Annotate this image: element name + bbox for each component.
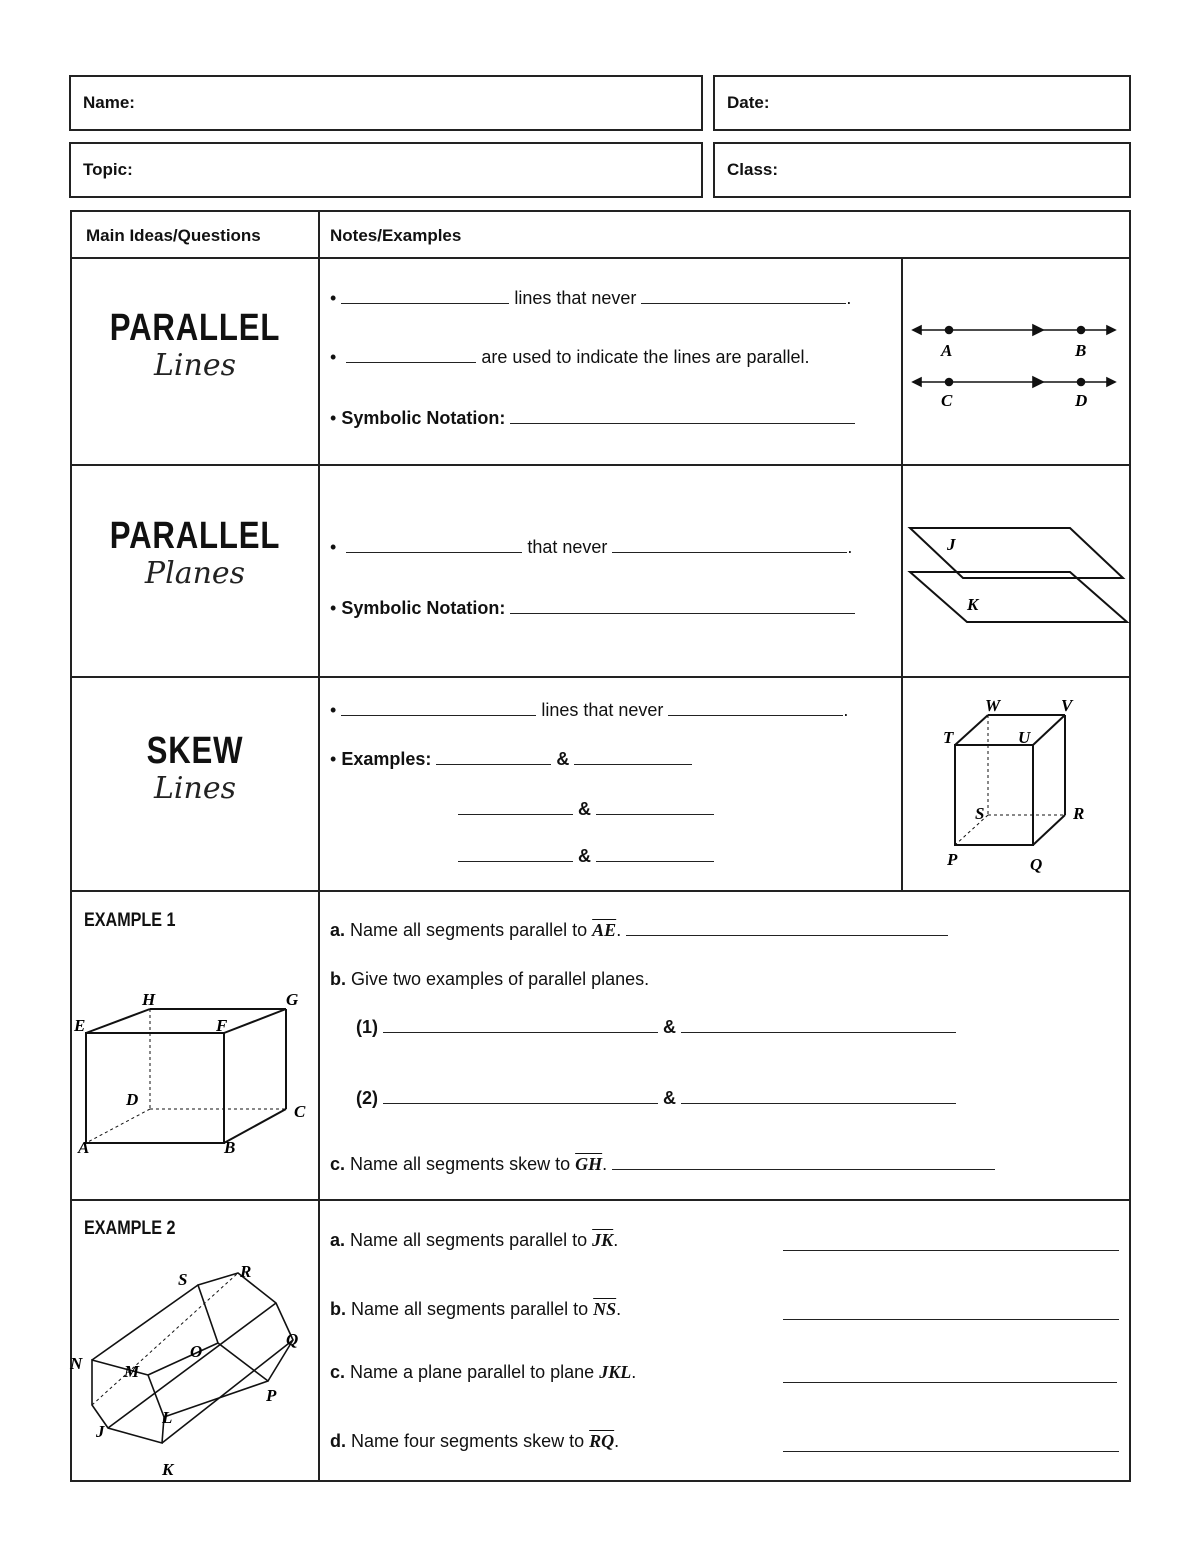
- class-label: Class:: [727, 160, 779, 179]
- skew-lines-examples: • Examples: &: [330, 749, 692, 770]
- class-field[interactable]: [713, 142, 1131, 198]
- example-2-answer-a[interactable]: [783, 1236, 1119, 1251]
- vertex-h: H: [142, 990, 156, 1009]
- row-divider: [72, 1199, 1129, 1201]
- parallel-lines-heading: PARALLEL: [109, 307, 281, 349]
- column-divider: [318, 212, 320, 1480]
- parallel-planes-bullet-1: • that never .: [330, 537, 853, 557]
- row-divider: [72, 257, 1129, 259]
- vertex-j: J: [96, 1422, 105, 1441]
- skew-lines-title: [72, 730, 318, 806]
- parallel-planes-subheading: Planes: [144, 556, 246, 591]
- parallel-lines-bullet-1: • lines that never .: [330, 288, 852, 308]
- vertex-r: R: [240, 1262, 252, 1281]
- skew-lines-heading: SKEW: [146, 730, 244, 772]
- skew-lines-cube: [935, 695, 1095, 880]
- vertex-d: D: [126, 1090, 139, 1109]
- col-main-ideas: Main Ideas/Questions: [86, 226, 261, 245]
- example-1-b2: (2) &: [356, 1088, 956, 1109]
- example-1-prism: [72, 985, 317, 1160]
- vertex-b: B: [224, 1138, 236, 1157]
- figure-divider: [901, 258, 903, 890]
- example-1-question-b: b. Give two examples of parallel planes.: [330, 969, 650, 989]
- parallel-planes-figure: [905, 520, 1130, 630]
- vertex-w: W: [985, 696, 1001, 715]
- parallel-lines-bullet-2: • are used to indicate the lines are parallel.: [330, 347, 810, 367]
- example-2-title: EXAMPLE 2: [84, 1218, 176, 1239]
- name-field[interactable]: [69, 75, 703, 131]
- example-2-question-d: d. Name four segments skew to $\overline{RQ}$.: [330, 1431, 620, 1451]
- parallel-planes-title: [72, 515, 318, 591]
- example-1-title: EXAMPLE 1: [84, 910, 176, 931]
- example-2-answer-d[interactable]: [783, 1437, 1119, 1452]
- row-divider: [72, 464, 1129, 466]
- vertex-t: T: [943, 728, 954, 747]
- example-2-question-b: b. Name all segments parallel to $\overline{NS}$.: [330, 1299, 622, 1319]
- parallel-lines-figure: [905, 310, 1125, 420]
- topic-field[interactable]: [69, 142, 703, 198]
- vertex-s: S: [178, 1270, 188, 1289]
- example-1-question-a: a. Name all segments parallel to $\overline{AE}$.: [330, 920, 948, 941]
- vertex-p: P: [947, 850, 958, 869]
- parallel-planes-bullet-2: • Symbolic Notation:: [330, 598, 855, 619]
- vertex-f: F: [216, 1016, 228, 1035]
- topic-label: Topic:: [83, 160, 133, 179]
- example-2-prism: [68, 1255, 313, 1480]
- parallel-lines-title: [72, 307, 318, 383]
- skew-lines-subheading: Lines: [154, 771, 236, 806]
- vertex-e: E: [74, 1016, 86, 1035]
- row-divider: [72, 890, 1129, 892]
- point-b-label: B: [1075, 341, 1087, 360]
- vertex-l: L: [162, 1408, 173, 1427]
- vertex-o: O: [190, 1342, 203, 1361]
- plane-j-label: J: [947, 535, 956, 554]
- date-label: Date:: [727, 93, 770, 112]
- col-notes: Notes/Examples: [330, 226, 462, 245]
- vertex-g: G: [286, 990, 299, 1009]
- point-c-label: C: [941, 391, 953, 410]
- vertex-v: V: [1061, 696, 1073, 715]
- name-label: Name:: [83, 93, 135, 112]
- vertex-n: N: [70, 1354, 83, 1373]
- example-1-question-c: c. Name all segments skew to $\overline{GH}$.: [330, 1154, 995, 1175]
- vertex-q: Q: [286, 1330, 299, 1349]
- vertex-c: C: [294, 1102, 306, 1121]
- skew-lines-examples-3: &: [458, 846, 714, 867]
- example-2-question-c: c. Name a plane parallel to plane JKL.: [330, 1362, 637, 1382]
- parallel-lines-subheading: Lines: [154, 348, 236, 383]
- parallel-lines-bullet-3: • Symbolic Notation:: [330, 408, 855, 429]
- vertex-r: R: [1073, 804, 1085, 823]
- skew-lines-examples-2: &: [458, 799, 714, 820]
- example-2-question-a: a. Name all segments parallel to $\overline{JK}$.: [330, 1230, 619, 1250]
- vertex-k: K: [162, 1460, 174, 1479]
- vertex-a: A: [78, 1138, 90, 1157]
- example-2-answer-b[interactable]: [783, 1305, 1119, 1320]
- vertex-p: P: [266, 1386, 277, 1405]
- skew-lines-bullet-1: • lines that never .: [330, 700, 849, 720]
- point-d-label: D: [1075, 391, 1088, 410]
- plane-k-label: K: [967, 595, 979, 614]
- example-2-answer-c[interactable]: [783, 1368, 1117, 1383]
- parallel-planes-heading: PARALLEL: [109, 515, 281, 557]
- vertex-m: M: [124, 1362, 140, 1381]
- point-a-label: A: [941, 341, 953, 360]
- vertex-u: U: [1018, 728, 1031, 747]
- row-divider: [72, 676, 1129, 678]
- date-field[interactable]: [713, 75, 1131, 131]
- example-1-b1: (1) &: [356, 1017, 956, 1038]
- vertex-q: Q: [1030, 855, 1043, 874]
- vertex-s: S: [975, 804, 985, 823]
